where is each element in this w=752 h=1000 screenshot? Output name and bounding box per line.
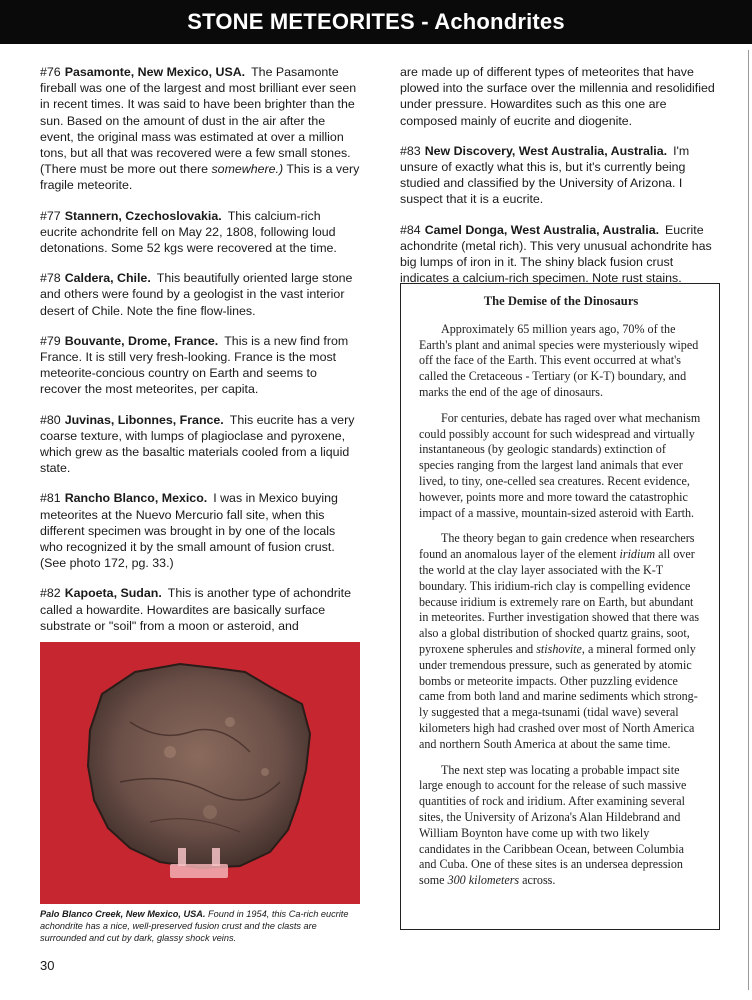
dinosaur-sidebar bbox=[400, 283, 720, 930]
page-number: 30 bbox=[40, 958, 55, 973]
entry-84: #84 Camel Donga, West Australia, Australia. Eucrite achondrite (metal rich). This very unusual achondrite has big lumps of iron in it. The shiny black fusion crust indicates a calcium-rich specimen. Note rust stains. bbox=[400, 222, 712, 286]
left-column bbox=[40, 64, 360, 648]
entry-83: #83 New Discovery, West Australia, Australia. I'm unsure of exactly what this is, but it's currently being studied and classified by the University of Arizona. I suspect that it is a eucrite. bbox=[400, 143, 690, 207]
page-edge-line bbox=[748, 50, 749, 990]
sidebar-title: The Demise of the Dinosaurs bbox=[483, 294, 639, 308]
meteorite-photo bbox=[40, 642, 360, 904]
entry-82-continuation: are made up of different types of meteorites that have plowed into the surface over the millennia and resolidified under pressure. Howardites such as this one are composed mainly of eucrite and diogenite. bbox=[400, 65, 715, 128]
sidebar-paragraph-1: Approximately 65 million years ago, 70% of the Earth's plant and animal species were mysteriously wiped off the face of the Earth. This event occurred at what's called the Cretaceous - Tertiary (or K-T) boundary, and marks the end of the age of dinosaurs. bbox=[419, 321, 699, 399]
sidebar-paragraph-4: The next step was locating a probable impact site large enough to account for the release of such massive quantities of rock and iridium. After examining several sites, the University of Arizona's Alan Hildebrand and William Boynton have come up with two likely candidates in the Caribbean Ocean, between Columbia and Cuba. One of these sites is an undersea depression some 300 kilometers across. bbox=[419, 762, 687, 888]
entry-80: #80 Juvinas, Libonnes, France. This eucrite has a very coarse texture, with lumps of plagioclase and pyroxene, which grew as the basaltic materials cooled from a liquid state. bbox=[40, 412, 355, 476]
right-column bbox=[400, 64, 722, 300]
sidebar-paragraph-3: The theory began to gain credence when researchers found an anomalous layer of the element iridium all over the world at the clay layer associated with the K-T boundary. This iridium-rich clay is compelling evidence because iridium is extremely rare on Earth, but abundant in meteorites. Further investigation showed that there was also a global distribution of shocked quartz grains, soot, pyroxene spherules and stishovite, a mineral formed only under tremendous pressure, such as generated by atomic bombs or meteorite impacts. Other puzzling evidence came from both land and marine sediments which strong-ly suggested that a mega-tsunami (tidal wave) several kilometers high had crashed over most of North America and northern South America at about the same time. bbox=[419, 531, 700, 751]
page-header bbox=[0, 0, 752, 44]
page-title: STONE METEORITES - Achondrites bbox=[187, 9, 565, 34]
entry-79: #79 Bouvante, Drome, France. This is a new find from France. It is still very fresh-looking. France is the most meteorite-concious country on Earth and seems to recover the most meteorites, per capita. bbox=[40, 333, 349, 397]
entry-82: #82 Kapoeta, Sudan. This is another type of achondrite called a howardite. Howardites are basically surface substrate or "soil" from a moon or asteroid, and bbox=[40, 586, 351, 633]
photo-caption: Palo Blanco Creek, New Mexico, USA. Found in 1954, this Ca-rich eucrite achondrite has a nice, well-preserved fusion crust and the clasts are surrounded and cut by dark, glassy shock veins. bbox=[40, 909, 349, 943]
entry-81: #81 Rancho Blanco, Mexico. I was in Mexico buying meteorites at the Nuevo Mercurio fall site, when this different specimen was brought in by one of the locals who recognized it by the small amount of fusion crust. (See photo 172, pg. 33.) bbox=[40, 491, 338, 571]
entry-76: #76 Pasamonte, New Mexico, USA. The Pasamonte fireball was one of the largest and most brilliant ever seen in recent times. It was said to have been brighter than the sun. Based on the amount of dust in the air after the event, the original mass was estimated at over a million tons, but all that was recovered were a few small stones. (There must be more out there somewhere.) This is a very fragile meteorite. bbox=[40, 65, 360, 193]
entry-77: #77 Stannern, Czechoslovakia. This calcium-rich eucrite achondrite fell on May 22, 1808, following loud detonations. Some 52 kgs were recovered at the time. bbox=[40, 208, 337, 256]
meteorite-illustration bbox=[40, 642, 360, 904]
sidebar-paragraph-2: For centuries, debate has raged over what mechanism could possibly account for such widespread and virtually instantaneous (by geologic standards) extinction of species ranging from the largest land animals that ever lived, to tiny, one-celled sea creatures. Recent evidence, however, points more and more toward the catastrophic impact of a massive, mountain-sized asteroid with Earth. bbox=[419, 410, 701, 520]
entry-78: #78 Caldera, Chile. This beautifully oriented large stone and others were found by a geologist in the vast interior desert of Chile. Note the fine flow-lines. bbox=[40, 271, 353, 318]
